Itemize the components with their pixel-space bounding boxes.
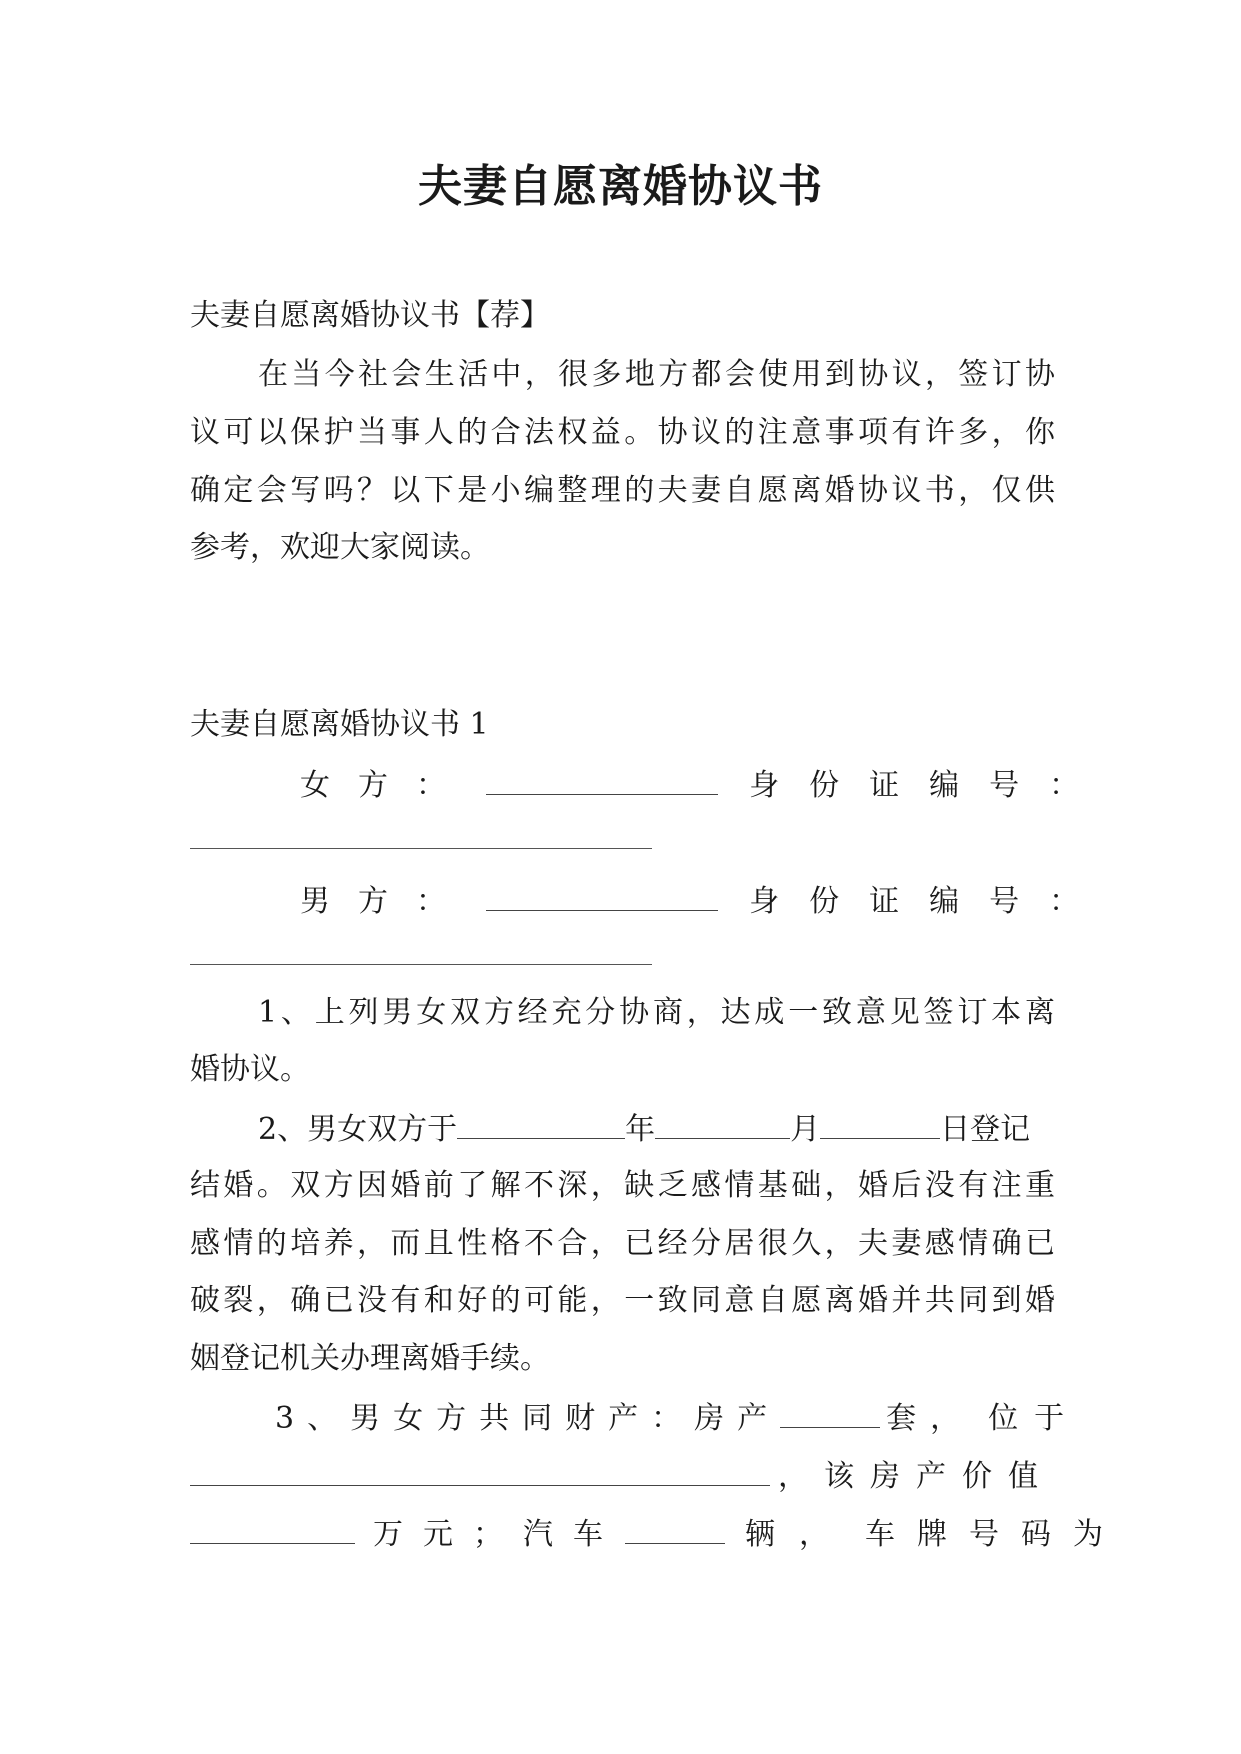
property-value-blank <box>190 1513 355 1544</box>
clause3-car-unit: 辆， <box>745 1517 853 1552</box>
male-label: 男方： <box>300 884 474 919</box>
clause3-plate: 车牌号码为 <box>865 1517 1125 1552</box>
intro-line-2: 议可以保护当事人的合法权益。协议的注意事项有许多，你 <box>190 415 1055 450</box>
female-id-blank <box>190 848 652 849</box>
clause2-line-5: 姻登记机关办理离婚手续。 <box>190 1341 550 1376</box>
clause3-unit-set: 套， <box>886 1401 975 1436</box>
marriage-year-blank <box>457 1108 625 1139</box>
marriage-day-blank <box>820 1108 940 1139</box>
clause3-line-2 <box>190 1455 1055 1497</box>
clause3-prefix: 3、男女方共同财产：房产 <box>275 1401 781 1436</box>
clause2-line-1 <box>258 1108 1055 1150</box>
clause2-month: 月 <box>790 1112 821 1147</box>
clause1-line-1: 1、上列男女双方经充分协商，达成一致意见签订本离 <box>258 995 1055 1030</box>
property-location-blank <box>190 1455 770 1486</box>
female-label: 女方： <box>300 768 474 803</box>
female-id-label: 身份证编号： <box>749 768 1110 803</box>
female-row <box>300 764 1110 806</box>
clause3-line-1 <box>275 1397 1081 1439</box>
clause3-value-label: ，该房产价值 <box>778 1459 1054 1494</box>
clause2-year: 年 <box>625 1112 656 1147</box>
clause2-line-3: 感情的培养，而且性格不合，已经分居很久，夫妻感情确已 <box>190 1226 1055 1261</box>
document-subtitle: 夫妻自愿离婚协议书【荐】 <box>190 298 550 333</box>
clause2-prefix: 2、男女双方于 <box>258 1112 458 1147</box>
male-row <box>300 880 1110 922</box>
clause3-line-3 <box>190 1513 1125 1555</box>
clause2-line-4: 破裂，确已没有和好的可能，一致同意自愿离婚并共同到婚 <box>190 1283 1055 1318</box>
clause2-line-2: 结婚。双方因婚前了解不深，缺乏感情基础，婚后没有注重 <box>190 1168 1055 1203</box>
document-title: 夫妻自愿离婚协议书 <box>418 161 823 212</box>
intro-line-4: 参考，欢迎大家阅读。 <box>190 530 490 565</box>
clause3-wan: 万元；汽车 <box>373 1517 623 1552</box>
male-id-label: 身份证编号： <box>749 884 1110 919</box>
clause1-line-2: 婚协议。 <box>190 1052 310 1087</box>
car-count-blank <box>625 1513 725 1544</box>
property-count-blank <box>780 1397 880 1428</box>
female-name-blank <box>486 764 718 795</box>
clause2-day: 日登记 <box>940 1112 1031 1147</box>
intro-line-1: 在当今社会生活中，很多地方都会使用到协议，签订协 <box>258 357 1055 392</box>
male-name-blank <box>486 880 718 911</box>
marriage-month-blank <box>655 1108 790 1139</box>
male-id-blank <box>190 964 652 965</box>
intro-line-3: 确定会写吗？以下是小编整理的夫妻自愿离婚协议书，仅供 <box>190 473 1055 508</box>
section-heading: 夫妻自愿离婚协议书 1 <box>190 707 489 742</box>
clause3-located: 位于 <box>988 1401 1081 1436</box>
